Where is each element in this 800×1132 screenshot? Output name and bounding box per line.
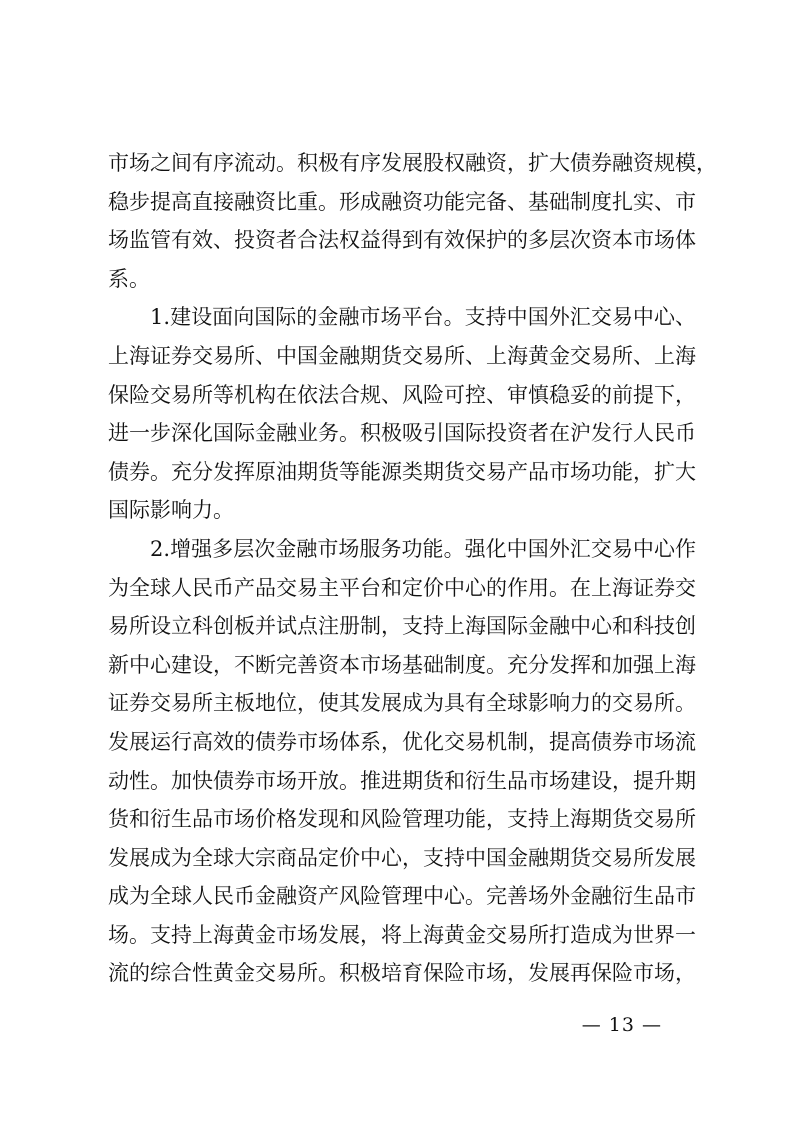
text-line: 货和衍生品市场价格发现和风险管理功能，支持上海期货交易所 [108,807,696,832]
text-line: 场。支持上海黄金市场发展，将上海黄金交易所打造成为世界一 [108,922,696,947]
text-line: 为全球人民币产品交易主平台和定价中心的作用。在上海证券交 [108,575,696,600]
text-line: 债券。充分发挥原油期货等能源类期货交易产品市场功能，扩大 [108,459,696,484]
text-line: 场监管有效、投资者合法权益得到有效保护的多层次资本市场体 [108,228,696,253]
text-line: 保险交易所等机构在依法合规、风险可控、审慎稳妥的前提下， [108,382,696,407]
text-line: 稳步提高直接融资比重。形成融资功能完备、基础制度扎实、市 [108,189,696,214]
paragraph-3 [108,530,696,993]
text-line: 新中心建设，不断完善资本市场基础制度。充分发挥和加强上海 [108,652,696,677]
text-line: 进一步深化国际金融业务。积极吸引国际投资者在沪发行人民币 [108,421,696,446]
text-line: 1.建设面向国际的金融市场平台。支持中国外汇交易中心、 [150,305,696,330]
text-line: 系。 [108,266,150,291]
text-line: 市场之间有序流动。积极有序发展股权融资，扩大债券融资规模， [108,151,717,175]
text-line: 发展成为全球大宗商品定价中心，支持中国金融期货交易所发展 [108,845,696,870]
paragraph-2 [108,298,696,530]
text-line: 动性。加快债券市场开放。推进期货和衍生品市场建设，提升期 [108,768,696,793]
text-line: 2.增强多层次金融市场服务功能。强化中国外汇交易中心作 [150,536,696,561]
text-line: 流的综合性黄金交易所。积极培育保险市场，发展再保险市场， [108,961,696,986]
text-line: 发展运行高效的债券市场体系，优化交易机制，提高债券市场流 [108,729,696,754]
text-line: 上海证券交易所、中国金融期货交易所、上海黄金交易所、上海 [108,343,696,368]
text-line: 证券交易所主板地位，使其发展成为具有全球影响力的交易所。 [108,691,696,716]
text-line: 国际影响力。 [108,498,234,523]
body-text [108,144,717,993]
paragraph-1 [108,144,717,298]
text-line: 成为全球人民币金融资产风险管理中心。完善场外金融衍生品市 [108,884,696,909]
page-number: — 13 — [581,1014,662,1036]
text-line: 易所设立科创板并试点注册制，支持上海国际金融中心和科技创 [108,614,696,639]
